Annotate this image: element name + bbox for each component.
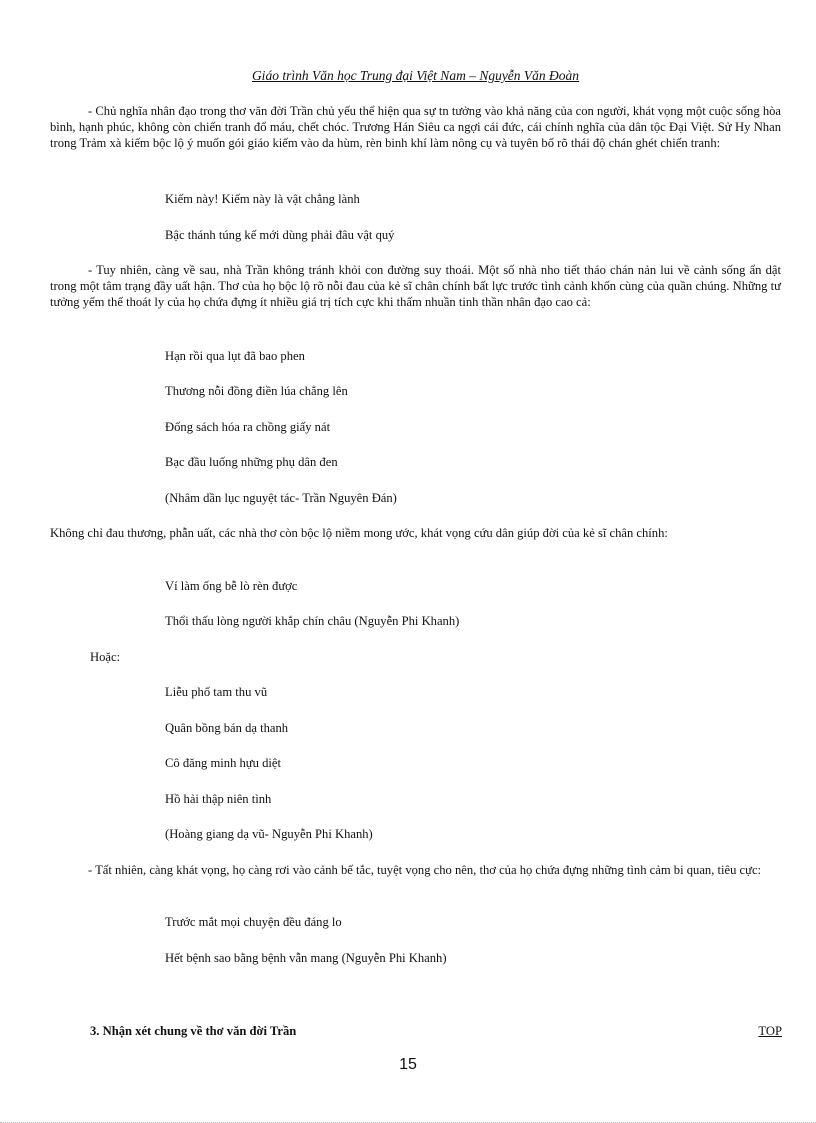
verse-line: Cô đăng minh hựu diệt <box>165 756 281 770</box>
verse-line: Liễu phố tam thu vũ <box>165 685 268 699</box>
top-link[interactable]: TOP <box>758 1024 782 1038</box>
verse-line: Hồ hải thập niên tình <box>165 792 272 806</box>
section-heading: 3. Nhận xét chung về thơ văn đời Trần <box>90 1024 297 1038</box>
verse-line: Quân bồng bán dạ thanh <box>165 721 289 735</box>
paragraph-3: Không chỉ đau thương, phẫn uất, các nhà thơ còn bộc lộ niềm mong ước, khát vọng cứu dân giúp đời của kẻ sĩ chân chính: <box>50 526 668 540</box>
verse-citation: (Nhâm dần lục nguyệt tác- Trần Nguyên Đán) <box>165 491 397 505</box>
header-title: Giáo trình Văn học Trung đại Việt Nam – Nguyễn Văn Đoàn <box>251 68 580 83</box>
verse-line: Ví làm ống bễ lò rèn được <box>165 579 298 593</box>
verse-citation: (Hoàng giang dạ vũ- Nguyễn Phi Khanh) <box>165 827 373 841</box>
verse-line: Hạn rồi qua lụt đã bao phen <box>165 349 305 363</box>
verse-line: Kiếm này! Kiếm này là vật chẳng lành <box>165 192 360 206</box>
paragraph-2: - Tuy nhiên, càng về sau, nhà Trần không tránh khỏi con đường suy thoái. Một số nhà nho tiết tháo chán nản lui về cảnh sống ẩn dật trong một tâm trạng đầy uất hận. Thơ của họ bộc lộ rõ nỗi đau của kẻ sĩ chân chính bất lực trước tình cảnh khốn cùng của quần chúng. Những tư tưởng yếm thế thoát ly của họ chứa đựng ít nhiều giá trị tích cực khi thấm nhuần tinh thần nhân đạo cao cả: <box>50 263 781 309</box>
page-header <box>50 68 781 84</box>
verse-line: Thương nỗi đồng điền lúa chẳng lên <box>165 384 348 398</box>
verse-line: Thổi thấu lòng người khắp chín châu (Nguyễn Phi Khanh) <box>165 614 460 628</box>
verse-line: Trước mắt mọi chuyện đều đáng lo <box>165 915 342 929</box>
verse-line: Hết bệnh sao bằng bệnh vẫn mang (Nguyễn Phi Khanh) <box>165 951 447 965</box>
hoac-label: Hoặc: <box>90 650 121 664</box>
paragraph-1: - Chủ nghĩa nhân đạo trong thơ văn đời Trần chủ yếu thể hiện qua sự tn tưởng vào khả năng của con người, khát vọng một cuộc sống hòa bình, hạnh phúc, không còn chiến tranh đổ máu, chết chóc. Trương Hán Siêu ca ngợi cái đức, cái chính nghĩa của dân tộc Đại Việt. Sử Hy Nhan trong Trảm xà kiếm bộc lộ ý muốn gói giáo kiếm vào da hùm, rèn binh khí làm nông cụ và tuyên bố rõ thái độ chán ghét chiến tranh: <box>50 104 781 150</box>
verse-line: Bậc thánh túng kế mới dùng phải đâu vật quý <box>165 228 395 242</box>
verse-line: Bạc đầu luống những phụ dân đen <box>165 455 338 469</box>
verse-line: Đống sách hóa ra chồng giấy nát <box>165 420 331 434</box>
page-number: 15 <box>399 1056 417 1073</box>
paragraph-4: - Tất nhiên, càng khát vọng, họ càng rơi vào cảnh bế tắc, tuyệt vọng cho nên, thơ của họ chứa đựng những tình cảm bi quan, tiêu cực: <box>88 863 762 877</box>
